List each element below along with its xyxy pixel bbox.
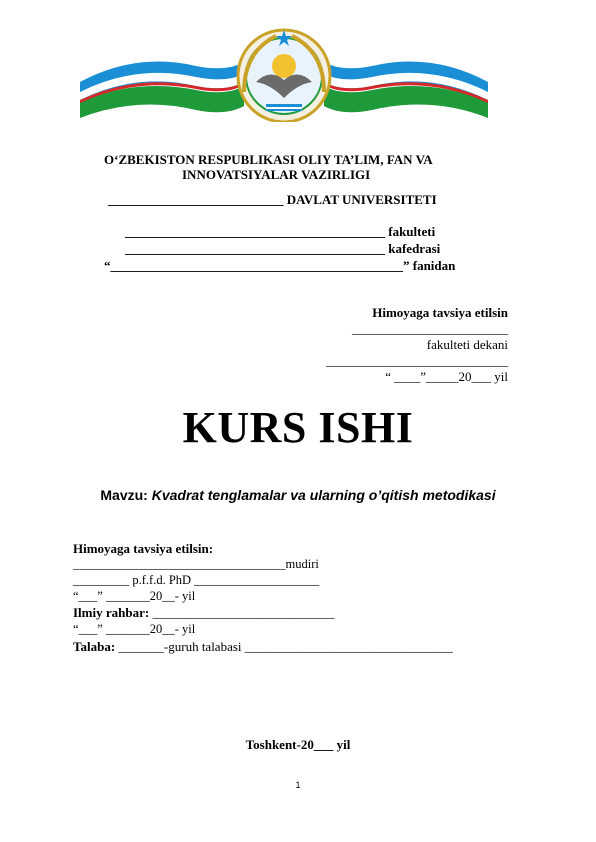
student-text: _______-guruh talabasi ________________________________ <box>118 639 453 654</box>
student-line <box>73 639 453 655</box>
approval-top-blank-2: ____________________________ <box>326 353 508 368</box>
topic-value: Kvadrat tenglamalar va ularning o’qitish metodikasi <box>151 487 496 503</box>
degree-line: _________ p.f.f.d. PhD ____________________ <box>73 573 320 587</box>
department-head-line: __________________________________mudiri <box>73 557 319 571</box>
topic-line <box>0 487 596 503</box>
faculty-line: ________________________________________ fakulteti <box>125 224 436 239</box>
approval-top-blank-1: ________________________ <box>352 321 508 336</box>
department-line: ________________________________________ kafedrasi <box>125 241 441 256</box>
university-line: ___________________________ DAVLAT UNIVERSITETI <box>108 192 437 207</box>
approval-date-2: “___” _______20__- yil <box>73 622 196 636</box>
state-emblem-logo <box>76 22 492 122</box>
approval-date-1: “___” _______20__- yil <box>73 589 196 603</box>
subject-line: “_____________________________________________” fanidan <box>104 258 456 273</box>
page-number: 1 <box>295 780 301 790</box>
supervisor-blank: ____________________________ <box>152 605 335 620</box>
topic-label: Mavzu: <box>100 487 148 503</box>
approval-top-date: “ ____”_____20___ yil <box>385 369 508 384</box>
supervisor-label: Ilmiy rahbar: <box>73 605 150 620</box>
approval-top-title: Himoyaga tavsiya etilsin <box>372 305 508 320</box>
ministry-line-1: O‘ZBEKISTON RESPUBLIKASI OLIY TA’LIM, FAN VA <box>104 152 433 167</box>
dean-label: fakulteti dekani <box>426 337 508 352</box>
approval-bottom-title: Himoyaga tavsiya etilsin: <box>73 541 214 556</box>
main-title: KURS ISHI <box>182 403 414 452</box>
supervisor-line <box>73 605 334 621</box>
city-year: Toshkent-20___ yil <box>245 737 351 752</box>
student-label: Talaba: <box>73 639 116 654</box>
ministry-line-2: INNOVATSIYALAR VAZIRLIGI <box>182 167 371 182</box>
